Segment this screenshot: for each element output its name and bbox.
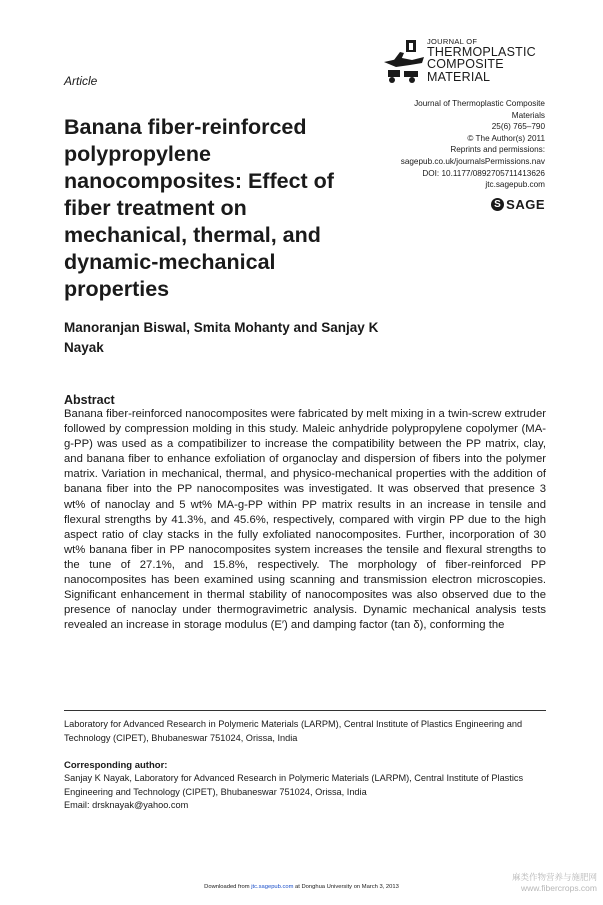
- article-type-label: Article: [64, 74, 98, 88]
- journal-url[interactable]: jtc.sagepub.com: [485, 180, 545, 190]
- reprints-label: Reprints and permissions:: [450, 145, 545, 155]
- footer-prefix: Downloaded from: [204, 884, 252, 890]
- watermark-line-2: www.fibercrops.com: [520, 883, 597, 893]
- footer-suffix: at Donghua University on March 3, 2013: [293, 884, 399, 890]
- publisher-name: SAGE: [506, 197, 545, 212]
- footnote-divider: [64, 710, 546, 711]
- composite-material-icon: [382, 38, 426, 86]
- abstract-heading: Abstract: [64, 393, 115, 407]
- journal-logo: [382, 38, 552, 88]
- publication-info: [345, 98, 545, 191]
- logo-line-3: COMPOSITE: [427, 57, 504, 71]
- permissions-url[interactable]: sagepub.co.uk/journalsPermissions.nav: [400, 156, 545, 166]
- copyright: © The Author(s) 2011: [467, 133, 545, 143]
- watermark-line-1: 麻类作物营养与施肥网: [511, 872, 597, 882]
- affiliation: Laboratory for Advanced Research in Polymeric Materials (LARPM), Central Institute of Plastics Engineering and Technology (CIPET), Bhubaneswar 751024, Orissa, India: [64, 719, 523, 743]
- corresponding-author-heading: Corresponding author:: [64, 760, 168, 771]
- logo-line-2: THERMOPLASTIC: [427, 44, 536, 59]
- corresponding-author: [64, 772, 549, 813]
- watermark: [512, 872, 597, 894]
- author-list: Manoranjan Biswal, Smita Mohanty and Sanjay K Nayak: [64, 320, 379, 355]
- article-title: Banana fiber-reinforced polypropylene nanocomposites: Effect of fiber treatment on mechanical, thermal, and dynamic-mechanical properties: [64, 115, 334, 301]
- sage-icon: S: [491, 198, 504, 211]
- corresponding-author-details: Sanjay K Nayak, Laboratory for Advanced Research in Polymeric Materials (LARPM), Central Institute of Plastics Engineering and Technology (CIPET), Bhubaneswar 751024, Orissa, India: [64, 773, 524, 797]
- abstract-text: Banana fiber-reinforced nanocomposites were fabricated by melt mixing in a twin-screw extruder followed by compression molding in this study. Maleic anhydride polypropylene copolymer (MA-g-PP) was used as a compatibilizer to increase the compatibility between the PP matrix, clay, and banana fiber to enhance exfoliation of organoclay and dispersion of fibers into the polymer matrix. Variation in mechanical, thermal, and physico-mechanical properties with the addition of banana fiber into the PP nanocomposites was investigated. It was observed that presence 3 wt% of nanoclay and 5 wt% MA-g-PP within PP matrix results in an increase in tensile and flexural strengths by 41.3%, and 45.6%, respectively, compared with virgin PP due to the high aspect ratio of clay stacks in the fully exfoliated nanocomposites. Further, incorporation of 30 wt% banana fiber in PP nanocomposites system increases the tensile and flexural strengths to the tune of 27.1%, and 15.8%, respectively. The morphology of fiber-reinforced PP nanocomposites has been examined using scanning and transmission electron microscopies. Significant enhancement in thermal stability of nanocomposites was also observed due to the presence of nanoclay under thermogravimetric analysis. Dynamic mechanical analysis tests revealed an increase in storage modulus (E′) and damping factor (tan δ), conforming the: [64, 408, 546, 632]
- journal-name-line-1: Journal of Thermoplastic Composite: [414, 99, 545, 108]
- doi[interactable]: DOI: 10.1177/0892705711413626: [422, 168, 545, 178]
- corresponding-author-email[interactable]: Email: drsknayak@yahoo.com: [64, 800, 189, 810]
- footer-link[interactable]: jtc.sagepub.com: [251, 884, 294, 890]
- logo-line-4: MATERIAL: [427, 69, 491, 84]
- logo-line-1: JOURNAL OF: [427, 37, 478, 46]
- journal-name-line-2: Materials: [511, 110, 545, 120]
- volume-issue-pages: 25(6) 765–790: [491, 122, 545, 132]
- publisher-logo: [491, 197, 545, 212]
